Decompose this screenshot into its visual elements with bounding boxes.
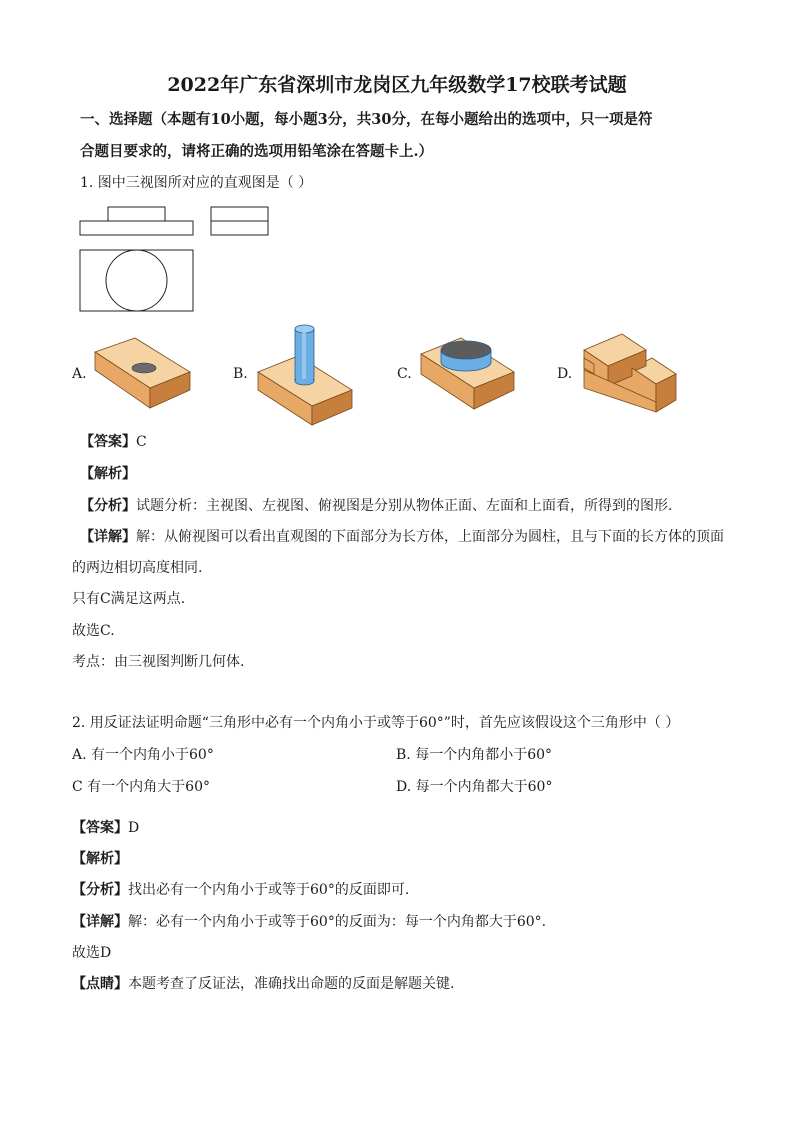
q2-fenxi (72, 879, 409, 899)
page-title: 2022年广东省深圳市龙岗区九年级数学17校联考试题 (167, 74, 627, 96)
xiangjie-tag: 【详解】 (80, 529, 136, 545)
q1-fenxi-text: 试题分析：主视图、左视图、俯视图是分别从物体正面、左面和上面看，所得到的图形. (136, 498, 673, 514)
top-view-rect (80, 250, 193, 311)
top-view-circle (106, 250, 167, 311)
fenxi-tag: 【分析】 (80, 498, 136, 514)
q1-option-c-label: C. (397, 366, 412, 382)
q2-dianjing (72, 973, 454, 993)
q2-analysis-tag: 【解析】 (72, 851, 128, 867)
q1-option-a-label: A. (72, 366, 87, 382)
q2-answer-value: D (128, 820, 140, 836)
q2-xiangjie (72, 911, 546, 931)
option-c-figure (418, 332, 518, 414)
q1-xiangjie-text: 解：从俯视图可以看出直观图的下面部分为长方体，上面部分为圆柱，且与下面的长方体的顶面 (136, 529, 724, 545)
q2-line: 故选D (72, 945, 112, 961)
answer-tag: 【答案】 (80, 434, 136, 450)
q2-stem: 2. 用反证法证明命题“三角形中必有一个内角小于或等于60°”时，首先应该假设这个三角形中（ ） (72, 715, 680, 731)
q1-xiangjie-cont: 的两边相切高度相同. (72, 560, 203, 576)
side-view-top (211, 207, 268, 221)
q1-option-d-label: D. (557, 366, 573, 382)
q1-answer (80, 431, 147, 451)
q2-answer (72, 817, 139, 837)
q2-fenxi-text: 找出必有一个内角小于或等于60°的反面即可. (128, 882, 410, 898)
front-view-base (80, 221, 193, 235)
dianjing-tag: 【点睛】 (72, 976, 128, 992)
xiangjie-tag: 【详解】 (72, 914, 128, 930)
section-heading-line1: 一、选择题（本题有10小题，每小题3分，共30分，在每小题给出的选项中，只一项是符 (80, 111, 653, 128)
q1-line4: 故选C. (72, 623, 115, 639)
option-d-figure (580, 330, 680, 416)
q1-stem: 1. 图中三视图所对应的直观图是（ ） (80, 175, 313, 191)
side-view-base (211, 221, 268, 235)
option-a-figure (92, 334, 192, 414)
q2-option-c: C 有一个内角大于60° (72, 779, 210, 795)
three-view-diagram (78, 205, 278, 315)
q1-analysis-tag: 【解析】 (80, 466, 136, 482)
q2-option-d: D. 每一个内角都大于60° (396, 779, 553, 795)
option-b-figure (255, 322, 355, 427)
q1-option-b-label: B. (233, 366, 248, 382)
q1-fenxi (80, 495, 672, 515)
q2-option-b: B. 每一个内角都小于60° (396, 747, 553, 763)
q1-kaodian: 考点：由三视图判断几何体. (72, 654, 245, 670)
q2-option-a: A. 有一个内角小于60° (72, 747, 214, 763)
q1-xiangjie (80, 526, 724, 546)
front-view-top (108, 207, 165, 221)
answer-tag: 【答案】 (72, 820, 128, 836)
q1-answer-value: C (136, 434, 147, 450)
q2-dianjing-text: 本题考查了反证法，准确找出命题的反面是解题关键. (128, 976, 455, 992)
fenxi-tag: 【分析】 (72, 882, 128, 898)
section-heading-line2: 合题目要求的，请将正确的选项用铅笔涂在答题卡上.） (80, 143, 434, 160)
q1-line3: 只有C满足这两点. (72, 591, 186, 607)
q2-xiangjie-text: 解：必有一个内角小于或等于60°的反面为：每一个内角都大于60°. (128, 914, 547, 930)
